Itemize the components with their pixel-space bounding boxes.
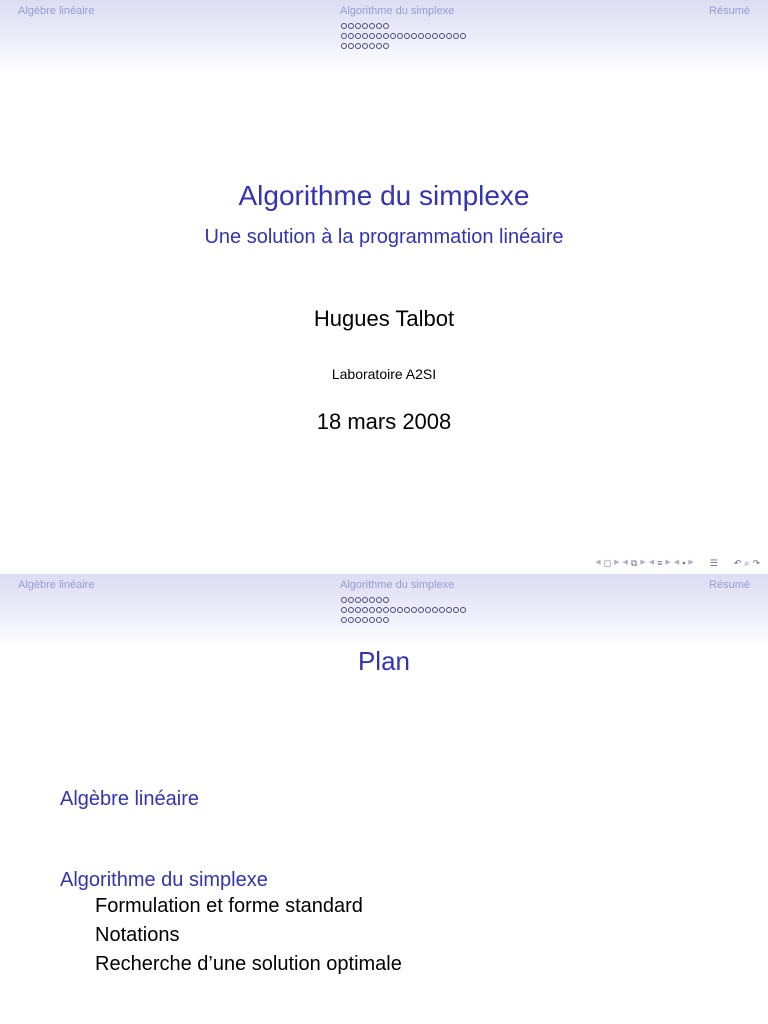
- mini-frame-dot-icon[interactable]: [397, 33, 403, 39]
- mini-frame-dot-icon[interactable]: [376, 43, 382, 49]
- author-name: Hugues Talbot: [313, 306, 455, 331]
- mini-frame-dot-icon[interactable]: [341, 33, 347, 39]
- mini-frame-dot-icon[interactable]: [341, 597, 347, 603]
- mini-frame-dot-icon[interactable]: [376, 617, 382, 623]
- mini-frame-row: [341, 21, 466, 31]
- mini-frame-dot-icon[interactable]: [439, 607, 445, 613]
- mini-frame-dot-icon[interactable]: [383, 43, 389, 49]
- mini-frame-dot-icon[interactable]: [404, 607, 410, 613]
- mini-frame-dot-icon[interactable]: [348, 597, 354, 603]
- mini-frame-dot-icon[interactable]: [383, 33, 389, 39]
- mini-frame-dot-icon[interactable]: [383, 617, 389, 623]
- beamer-navigation-bar: [595, 556, 760, 570]
- mini-frame-dot-icon[interactable]: [439, 33, 445, 39]
- mini-frame-dot-icon[interactable]: [425, 607, 431, 613]
- nav-section-icon[interactable]: ≡: [657, 558, 663, 568]
- nav-part-icon[interactable]: ▪: [682, 558, 686, 568]
- mini-frame-dot-icon[interactable]: [425, 33, 431, 39]
- mini-frame-dot-icon[interactable]: [369, 597, 375, 603]
- prev-part-arrow-icon[interactable]: ◀: [673, 559, 680, 566]
- presentation-subtitle: Une solution à la programmation linéaire: [204, 226, 564, 248]
- prev-subsection-arrow-icon[interactable]: ◀: [622, 559, 628, 566]
- institute-name: Laboratoire A2SI: [331, 366, 437, 382]
- mini-frame-dot-icon[interactable]: [362, 597, 368, 603]
- mini-frame-dot-icon[interactable]: [369, 617, 375, 623]
- mini-frame-dot-icon[interactable]: [418, 33, 424, 39]
- mini-frame-dot-icon[interactable]: [383, 23, 389, 29]
- toc-section-simplexe[interactable]: Algorithme du simplexe: [60, 869, 268, 891]
- next-section-arrow-icon[interactable]: ▶: [665, 559, 671, 566]
- mini-frame-dot-icon[interactable]: [355, 617, 361, 623]
- mini-frame-dot-icon[interactable]: [383, 607, 389, 613]
- mini-frame-dot-icon[interactable]: [404, 33, 410, 39]
- slide-header: [0, 574, 768, 648]
- mini-frame-dot-icon[interactable]: [341, 23, 347, 29]
- mini-frame-dot-icon[interactable]: [348, 607, 354, 613]
- nav-frame-icon[interactable]: ◻: [603, 558, 612, 568]
- mini-frame-row: [341, 41, 466, 51]
- mini-frame-dot-icon[interactable]: [369, 607, 375, 613]
- next-frame-arrow-icon[interactable]: ▶: [614, 559, 620, 566]
- slide-header: [0, 0, 768, 74]
- mini-frame-dot-icon[interactable]: [355, 33, 361, 39]
- mini-frame-dot-icon[interactable]: [369, 23, 375, 29]
- header-section-algebre[interactable]: Algèbre linéaire: [18, 579, 95, 591]
- mini-frame-dot-icon[interactable]: [411, 33, 417, 39]
- header-section-resume[interactable]: Résumé: [709, 579, 750, 591]
- table-of-contents: [60, 788, 402, 979]
- nav-search-icon[interactable]: ⌕: [744, 558, 750, 568]
- mini-frame-dot-icon[interactable]: [390, 33, 396, 39]
- toc-subsection-formulation[interactable]: Formulation et forme standard: [95, 895, 363, 917]
- nav-back-icon[interactable]: ↶: [733, 558, 742, 568]
- nav-document-icon[interactable]: ☰: [709, 558, 718, 568]
- mini-frame-dot-icon[interactable]: [453, 33, 459, 39]
- mini-frame-dot-icon[interactable]: [341, 617, 347, 623]
- mini-frame-dot-icon[interactable]: [362, 607, 368, 613]
- header-section-simplexe[interactable]: Algorithme du simplexe: [340, 5, 455, 17]
- mini-frame-dot-icon[interactable]: [446, 33, 452, 39]
- mini-frame-navigation[interactable]: [341, 21, 466, 51]
- toc-subsection-recherche[interactable]: Recherche d’une solution optimale: [95, 953, 402, 975]
- mini-frame-dot-icon[interactable]: [376, 23, 382, 29]
- mini-frame-dot-icon[interactable]: [432, 33, 438, 39]
- toc-subsection-notations[interactable]: Notations: [95, 924, 180, 946]
- mini-frame-dot-icon[interactable]: [362, 33, 368, 39]
- mini-frame-dot-icon[interactable]: [341, 43, 347, 49]
- presentation-title: Algorithme du simplexe: [238, 180, 530, 211]
- nav-forward-icon[interactable]: ↷: [752, 558, 760, 568]
- header-section-resume[interactable]: Résumé: [709, 5, 750, 17]
- header-section-algebre[interactable]: Algèbre linéaire: [18, 5, 95, 17]
- next-subsection-arrow-icon[interactable]: ▶: [640, 559, 646, 566]
- presentation-date: 18 mars 2008: [316, 409, 452, 434]
- mini-frame-dot-icon[interactable]: [390, 607, 396, 613]
- mini-frame-dot-icon[interactable]: [355, 597, 361, 603]
- next-part-arrow-icon[interactable]: ▶: [688, 559, 694, 566]
- outline-slide: [0, 574, 768, 1024]
- mini-frame-dot-icon[interactable]: [362, 617, 368, 623]
- mini-frame-dot-icon[interactable]: [411, 607, 417, 613]
- mini-frame-dot-icon[interactable]: [369, 43, 375, 49]
- mini-frame-dot-icon[interactable]: [460, 33, 466, 39]
- mini-frame-dot-icon[interactable]: [355, 607, 361, 613]
- mini-frame-dot-icon[interactable]: [376, 33, 382, 39]
- mini-frame-dot-icon[interactable]: [397, 607, 403, 613]
- mini-frame-dot-icon[interactable]: [348, 43, 354, 49]
- mini-frame-dot-icon[interactable]: [362, 43, 368, 49]
- mini-frame-row: [341, 595, 466, 605]
- mini-frame-dot-icon[interactable]: [453, 607, 459, 613]
- mini-frame-dot-icon[interactable]: [348, 23, 354, 29]
- prev-frame-arrow-icon[interactable]: ◀: [595, 559, 601, 566]
- mini-frame-dot-icon[interactable]: [376, 607, 382, 613]
- mini-frame-dot-icon[interactable]: [446, 607, 452, 613]
- mini-frame-dot-icon[interactable]: [432, 607, 438, 613]
- mini-frame-dot-icon[interactable]: [355, 43, 361, 49]
- mini-frame-navigation[interactable]: [341, 595, 466, 625]
- mini-frame-dot-icon[interactable]: [341, 607, 347, 613]
- mini-frame-dot-icon[interactable]: [348, 617, 354, 623]
- prev-section-arrow-icon[interactable]: ◀: [648, 559, 655, 566]
- mini-frame-dot-icon[interactable]: [383, 597, 389, 603]
- mini-frame-dot-icon[interactable]: [418, 607, 424, 613]
- frame-title: Plan: [357, 646, 411, 676]
- toc-section-algebre[interactable]: Algèbre linéaire: [60, 788, 199, 810]
- mini-frame-row: [341, 615, 466, 625]
- header-section-simplexe[interactable]: Algorithme du simplexe: [340, 579, 455, 591]
- mini-frame-dot-icon[interactable]: [369, 33, 375, 39]
- mini-frame-dot-icon[interactable]: [355, 23, 361, 29]
- mini-frame-row: [341, 605, 466, 615]
- nav-subsection-icon[interactable]: ⧉: [630, 558, 638, 568]
- mini-frame-dot-icon[interactable]: [376, 597, 382, 603]
- mini-frame-row: [341, 31, 466, 41]
- mini-frame-dot-icon[interactable]: [460, 607, 466, 613]
- mini-frame-dot-icon[interactable]: [362, 23, 368, 29]
- mini-frame-dot-icon[interactable]: [348, 33, 354, 39]
